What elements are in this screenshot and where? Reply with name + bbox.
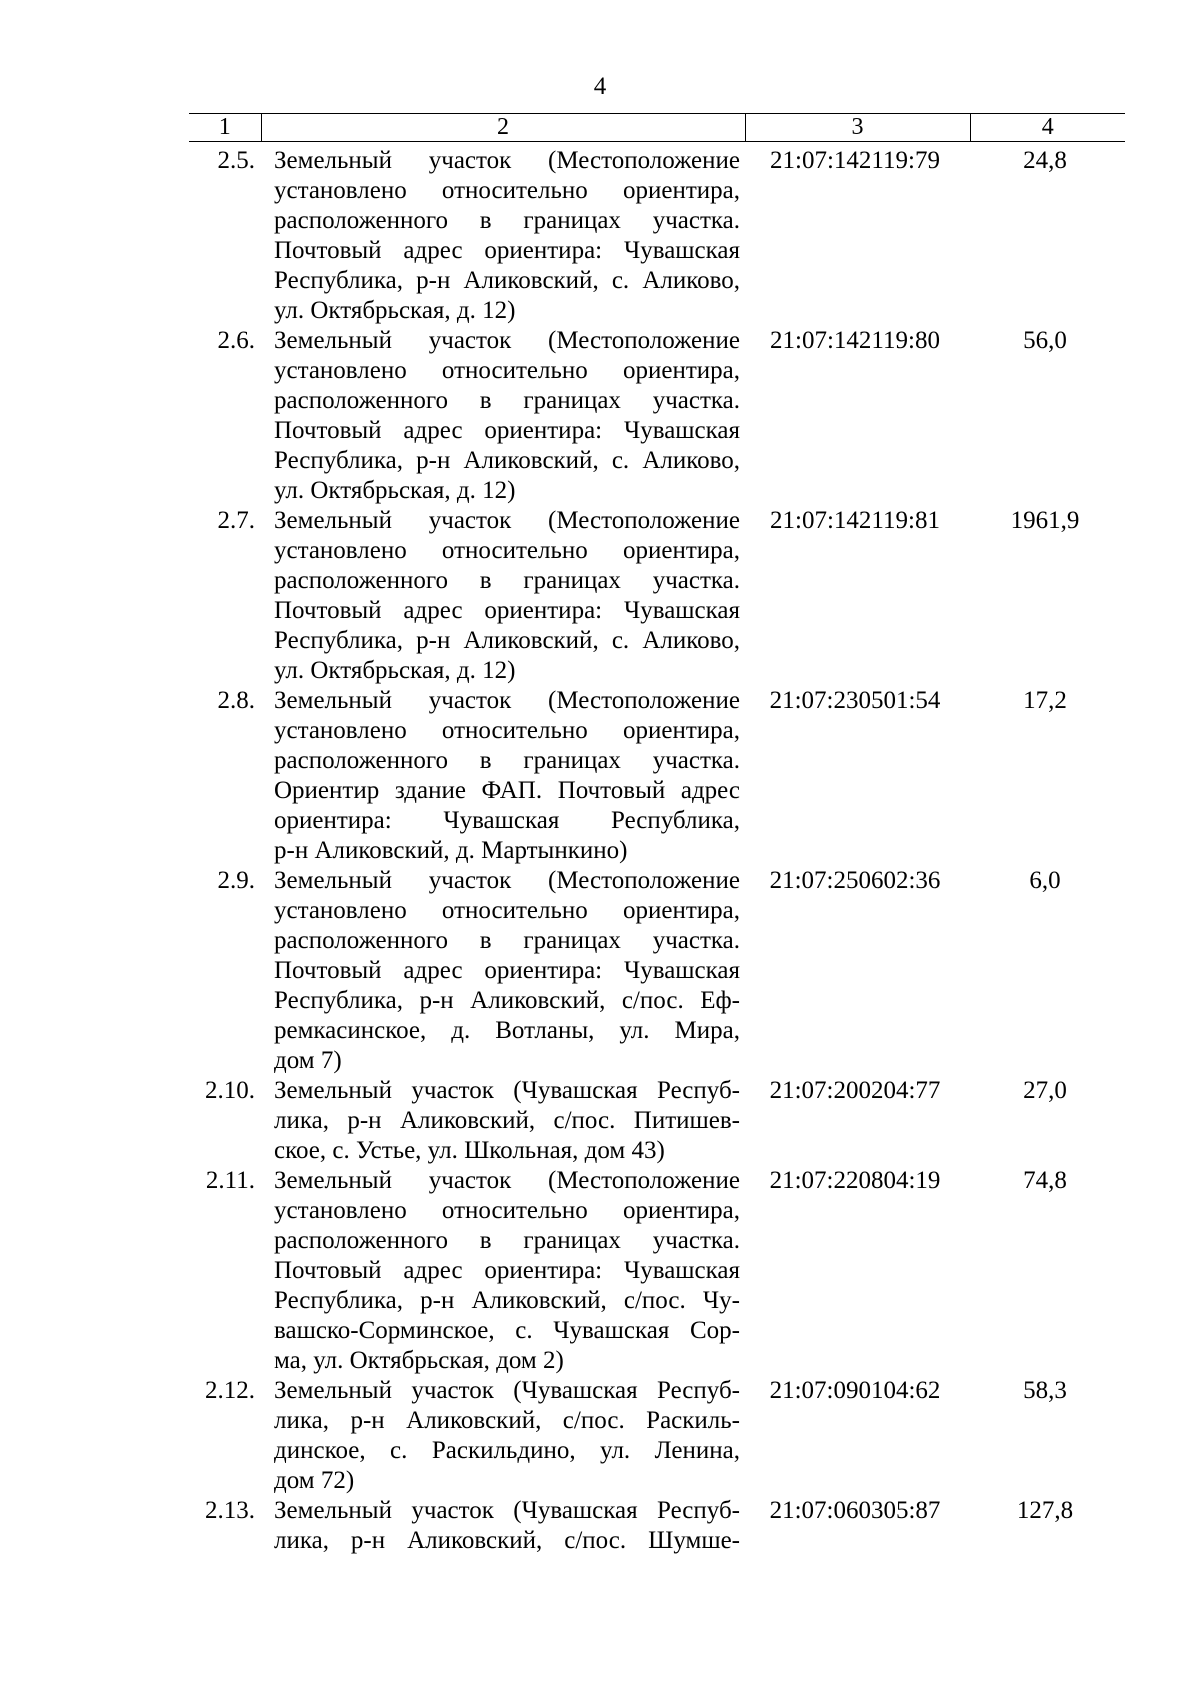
description-line: расположенного в границах участка. <box>274 927 740 954</box>
table-row <box>189 1076 1125 1166</box>
description-line: Земельный участок (Местоположение <box>274 147 740 174</box>
description-line: дом 72) <box>274 1467 355 1494</box>
row-description <box>274 1496 740 1556</box>
row-area: 56,0 <box>1023 327 1067 354</box>
table-row <box>189 146 1125 326</box>
table-body <box>189 146 1125 1556</box>
header-col-4: 4 <box>970 114 1125 142</box>
description-line: расположенного в границах участка. <box>274 387 740 414</box>
description-line: Земельный участок (Местоположение <box>274 867 740 894</box>
description-line: вашско-Сорминское, с. Чувашская Сор- <box>274 1317 740 1344</box>
description-line: лика, р-н Аликовский, с/пос. Питишев- <box>274 1107 740 1134</box>
table-header <box>189 113 1125 142</box>
description-line: ул. Октябрьская, д. 12) <box>274 477 516 504</box>
description-line: Почтовый адрес ориентира: Чувашская <box>274 957 740 984</box>
row-cadastral-number: 21:07:230501:54 <box>769 687 941 714</box>
row-cadastral-number: 21:07:250602:36 <box>769 867 941 894</box>
row-number: 2.9. <box>217 867 255 894</box>
row-cadastral-number: 21:07:142119:79 <box>770 147 940 174</box>
row-cadastral-number: 21:07:200204:77 <box>769 1077 941 1104</box>
row-area: 58,3 <box>1023 1377 1067 1404</box>
description-line: Земельный участок (Чувашская Респуб- <box>274 1077 740 1104</box>
row-number: 2.8. <box>217 687 255 714</box>
row-number: 2.10. <box>205 1077 255 1104</box>
description-line: установлено относительно ориентира, <box>274 177 740 204</box>
row-area: 127,8 <box>1016 1497 1074 1524</box>
description-line: р-н Аликовский, д. Мартынкино) <box>274 837 628 864</box>
description-line: динское, с. Раскильдино, ул. Ленина, <box>274 1437 740 1464</box>
row-number: 2.7. <box>217 507 255 534</box>
row-number: 2.12. <box>205 1377 255 1404</box>
page-number: 4 <box>593 73 607 100</box>
table-row <box>189 506 1125 686</box>
description-line: Земельный участок (Местоположение <box>274 507 740 534</box>
description-line: лика, р-н Аликовский, с/пос. Шумше- <box>274 1527 740 1554</box>
description-line: Почтовый адрес ориентира: Чувашская <box>274 1257 740 1284</box>
table-row <box>189 866 1125 1076</box>
description-line: ориентира: Чувашская Республика, <box>274 807 740 834</box>
row-cadastral-number: 21:07:142119:80 <box>770 327 940 354</box>
description-line: расположенного в границах участка. <box>274 567 740 594</box>
description-line: Земельный участок (Местоположение <box>274 687 740 714</box>
table-row <box>189 686 1125 866</box>
row-area: 17,2 <box>1023 687 1067 714</box>
row-number: 2.5. <box>217 147 255 174</box>
description-line: ул. Октябрьская, д. 12) <box>274 657 516 684</box>
row-cadastral-number: 21:07:060305:87 <box>769 1497 941 1524</box>
header-col-1: 1 <box>189 114 261 142</box>
row-number: 2.13. <box>205 1497 255 1524</box>
row-cadastral-number: 21:07:142119:81 <box>770 507 940 534</box>
row-area: 74,8 <box>1023 1167 1067 1194</box>
description-line: Земельный участок (Чувашская Респуб- <box>274 1497 740 1524</box>
description-line: расположенного в границах участка. <box>274 207 740 234</box>
description-line: Республика, р-н Аликовский, с. Аликово, <box>274 447 740 474</box>
description-line: Ориентир здание ФАП. Почтовый адрес <box>274 777 740 804</box>
header-col-3: 3 <box>745 114 970 142</box>
description-line: Почтовый адрес ориентира: Чувашская <box>274 597 740 624</box>
row-number: 2.6. <box>217 327 255 354</box>
description-line: ремкасинское, д. Вотланы, ул. Мира, <box>274 1017 740 1044</box>
description-line: установлено относительно ориентира, <box>274 357 740 384</box>
row-area: 27,0 <box>1023 1077 1067 1104</box>
table-row <box>189 1496 1125 1556</box>
description-line: лика, р-н Аликовский, с/пос. Раскиль- <box>274 1407 740 1434</box>
description-line: установлено относительно ориентира, <box>274 717 740 744</box>
row-description <box>274 686 740 866</box>
row-cadastral-number: 21:07:090104:62 <box>769 1377 941 1404</box>
description-line: Земельный участок (Чувашская Респуб- <box>274 1377 740 1404</box>
description-line: установлено относительно ориентира, <box>274 537 740 564</box>
row-description <box>274 326 740 506</box>
row-description <box>274 1376 740 1496</box>
row-area: 1961,9 <box>1010 507 1080 534</box>
description-line: дом 7) <box>274 1047 342 1074</box>
description-line: установлено относительно ориентира, <box>274 1197 740 1224</box>
description-line: Республика, р-н Аликовский, с/пос. Еф- <box>274 987 740 1014</box>
description-line: ское, с. Устье, ул. Школьная, дом 43) <box>274 1137 665 1164</box>
description-line: Республика, р-н Аликовский, с. Аликово, <box>274 267 740 294</box>
description-line: Земельный участок (Местоположение <box>274 1167 740 1194</box>
row-number: 2.11. <box>205 1167 255 1194</box>
description-line: ма, ул. Октябрьская, дом 2) <box>274 1347 564 1374</box>
description-line: Почтовый адрес ориентира: Чувашская <box>274 417 740 444</box>
table-row <box>189 326 1125 506</box>
row-description <box>274 506 740 686</box>
row-cadastral-number: 21:07:220804:19 <box>769 1167 941 1194</box>
row-area: 6,0 <box>1029 867 1061 894</box>
description-line: Республика, р-н Аликовский, с. Аликово, <box>274 627 740 654</box>
description-line: расположенного в границах участка. <box>274 1227 740 1254</box>
header-col-2: 2 <box>261 114 745 142</box>
row-description <box>274 866 740 1076</box>
table-row <box>189 1166 1125 1376</box>
description-line: Республика, р-н Аликовский, с/пос. Чу- <box>274 1287 740 1314</box>
table-row <box>189 1376 1125 1496</box>
row-description <box>274 1076 740 1166</box>
description-line: Почтовый адрес ориентира: Чувашская <box>274 237 740 264</box>
row-description <box>274 146 740 326</box>
row-description <box>274 1166 740 1376</box>
description-line: ул. Октябрьская, д. 12) <box>274 297 516 324</box>
row-area: 24,8 <box>1023 147 1067 174</box>
description-line: Земельный участок (Местоположение <box>274 327 740 354</box>
description-line: расположенного в границах участка. <box>274 747 740 774</box>
description-line: установлено относительно ориентира, <box>274 897 740 924</box>
